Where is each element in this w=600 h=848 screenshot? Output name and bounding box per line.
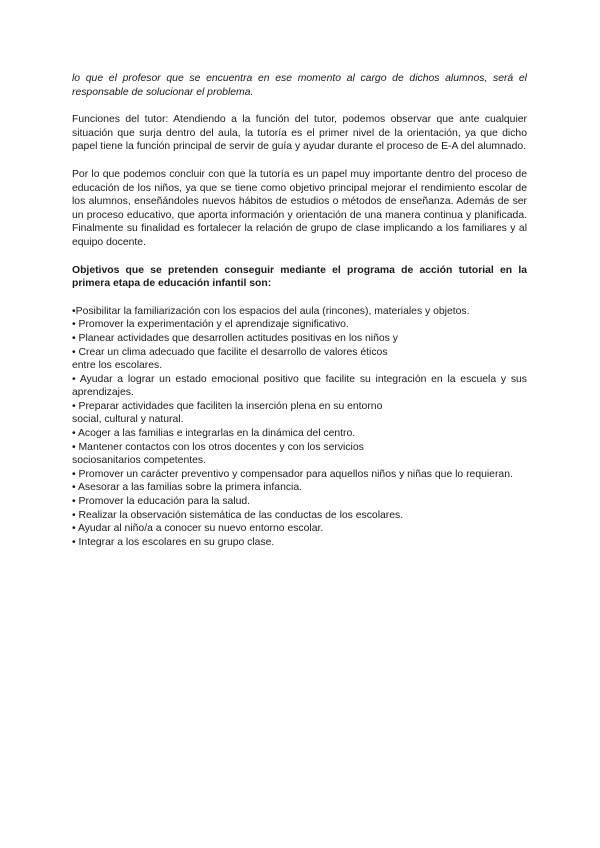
document-page <box>72 72 527 549</box>
list-item: • Ayudar al niño/a a conocer su nuevo entorno escolar. <box>72 523 324 535</box>
list-item: •Posibilitar la familiarización con los espacios del aula (rincones), materiales y objetos. <box>72 305 470 317</box>
list-item: sociosanitarios competentes. <box>72 455 206 467</box>
list-item: • Asesorar a las familias sobre la primera infancia. <box>72 482 303 494</box>
list-item: • Realizar la observación sistemática de las conductas de los escolares. <box>72 509 404 521</box>
objectives-heading: Objetivos que se pretenden conseguir mediante el programa de acción tutorial en la primera etapa de educación infantil son: <box>72 264 527 290</box>
list-item: • Promover la experimentación y el aprendizaje significativo. <box>72 319 349 331</box>
list-item: entre los escolares. <box>72 360 163 372</box>
list-item: • Acoger a las familias e integrarlas en la dinámica del centro. <box>72 428 356 440</box>
objectives-list <box>72 305 527 550</box>
list-item: • Planear actividades que desarrollen actitudes positivas en los niños y <box>72 332 398 344</box>
list-item: • Promover un carácter preventivo y compensador para aquellos niños y niñas que lo requieran. <box>72 468 513 480</box>
list-item: • Crear un clima adecuado que facilite el desarrollo de valores éticos <box>72 346 388 358</box>
functions-paragraph: Funciones del tutor: Atendiendo a la función del tutor, podemos observar que ante cualquier situación que surja dentro del aula, la tutoría es el primer nivel de la orientación, ya que dicho papel tiene la función principal de servir de guía y ayudar durante el proceso de E-A del alumnado. <box>72 114 527 153</box>
list-item: • Promover la educación para la salud. <box>72 496 251 508</box>
list-item: • Ayudar a lograr un estado emocional positivo que facilite su integración en la escuela y sus aprendizajes. <box>72 373 527 399</box>
list-item: • Preparar actividades que faciliten la inserción plena en su entorno <box>72 400 383 412</box>
list-item: • Mantener contactos con los otros docentes y con los servicios <box>72 441 364 453</box>
list-item: • Integrar a los escolares en su grupo clase. <box>72 536 275 548</box>
conclusion-paragraph: Por lo que podemos concluir con que la tutoría es un papel muy importante dentro del proceso de educación de los niños, ya que se tiene como objetivo principal mejorar el rendimiento escolar de los alumnos, enseñándoles nuevos hábitos de estudios o métodos de enseñanza. Además de ser un proceso educativo, que aporta información y orientación de una manera continua y planificada. Finalmente su finalidad es fortalecer la relación de grupo de clase implicando a los familiares y al equipo docente. <box>72 168 527 248</box>
list-item: social, cultural y natural. <box>72 414 184 426</box>
intro-italic-paragraph: lo que el profesor que se encuentra en ese momento al cargo de dichos alumnos, será el responsable de solucionar el problema. <box>72 73 527 98</box>
